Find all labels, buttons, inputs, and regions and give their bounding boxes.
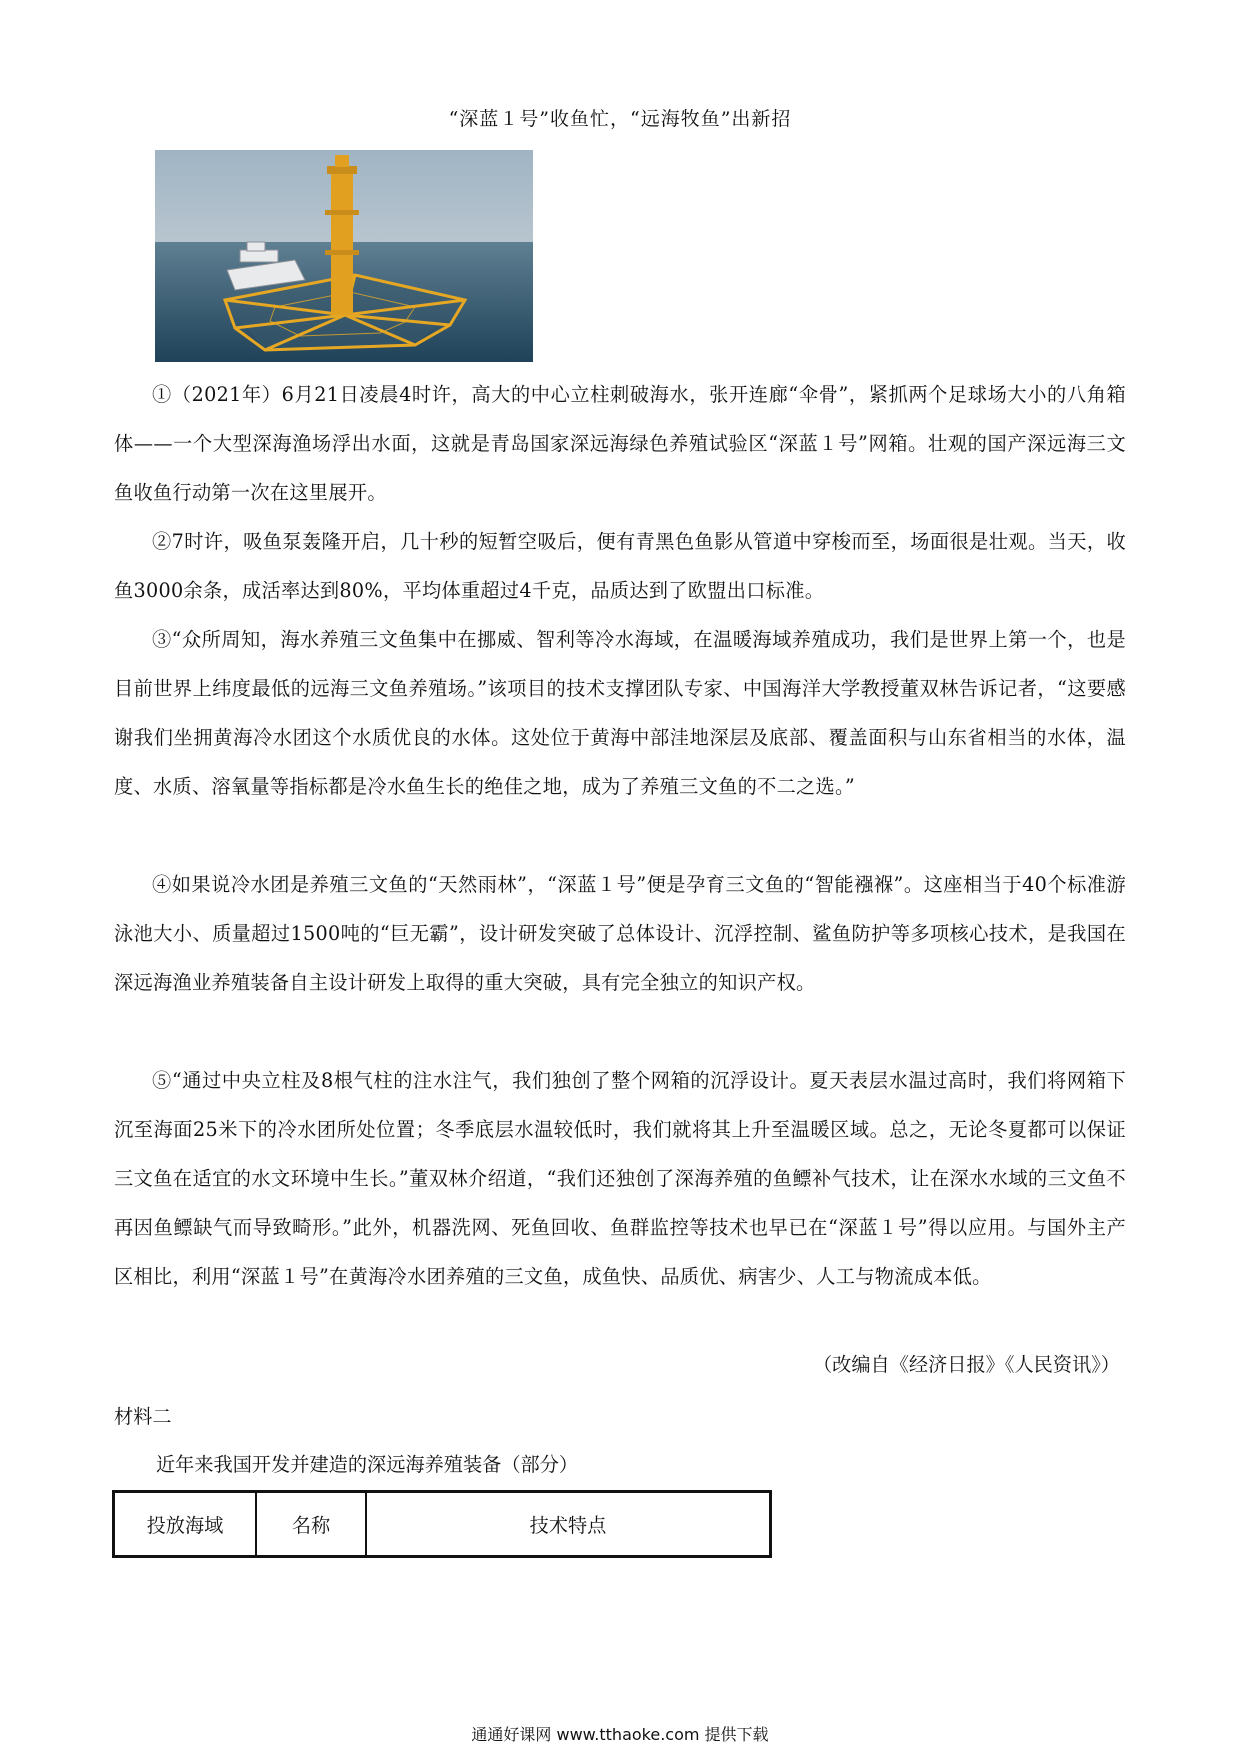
header-cell: 技术特点	[366, 1492, 771, 1557]
article-title: “深蓝１号”收鱼忙，“远海牧鱼”出新招	[448, 108, 792, 130]
article-source: （改编自《经济日报》《人民资讯》）	[813, 1353, 1120, 1376]
paragraph-2: ②7时许，吸鱼泵轰隆开启，几十秒的短暂空吸后，便有青黑色鱼影从管道中穿梭而至，场面很是壮观。当天，收鱼3000余条，成活率达到80%，平均体重超过4千克，品质达到了欧盟出口标准。	[114, 530, 1126, 602]
equipment-table	[112, 1490, 772, 1558]
paragraph-4: ④如果说冷水团是养殖三文鱼的“天然雨林”，“深蓝１号”便是孕育三文鱼的“智能襁褓”。这座相当于40个标准游泳池大小、质量超过1500吨的“巨无霸”，设计研发突破了总体设计、沉浮控制、鲨鱼防护等多项核心技术，是我国在深远海渔业养殖装备自主设计研发上取得的重大突破，具有完全独立的知识产权。	[114, 873, 1126, 994]
header-cell: 名称	[256, 1492, 366, 1557]
material-two-label: 材料二	[114, 1405, 172, 1428]
page-footer: 通通好课网 www.tthaoke.com 提供下载	[471, 1725, 769, 1744]
paragraph-1: ①（2021年）6月21日凌晨4时许，高大的中心立柱刺破海水，张开连廊“伞骨”，紧抓两个足球场大小的八角箱体——一个大型深海渔场浮出水面，这就是青岛国家深远海绿色养殖试验区“深蓝１号”网箱。壮观的国产深远海三文鱼收鱼行动第一次在这里展开。	[114, 383, 1126, 504]
table-caption: 近年来我国开发并建造的深远海养殖装备（部分）	[156, 1453, 579, 1476]
table-header-row	[114, 1492, 771, 1557]
fish-farm-photo	[155, 150, 533, 362]
paragraph-5: ⑤“通过中央立柱及8根气柱的注水注气，我们独创了整个网箱的沉浮设计。夏天表层水温过高时，我们将网箱下沉至海面25米下的冷水团所处位置；冬季底层水温较低时，我们就将其上升至温暖区域。总之，无论冬夏都可以保证三文鱼在适宜的水文环境中生长。”董双林介绍道，“我们还独创了深海养殖的鱼鳔补气技术，让在深水水域的三文鱼不再因鱼鳔缺气而导致畸形。”此外，机器洗网、死鱼回收、鱼群监控等技术也早已在“深蓝１号”得以应用。与国外主产区相比，利用“深蓝１号”在黄海冷水团养殖的三文鱼，成鱼快、品质优、病害少、人工与物流成本低。	[114, 1069, 1126, 1288]
paragraph-3: ③“众所周知，海水养殖三文鱼集中在挪威、智利等冷水海域，在温暖海域养殖成功，我们是世界上第一个，也是目前世界上纬度最低的远海三文鱼养殖场。”该项目的技术支撑团队专家、中国海洋大学教授董双林告诉记者，“这要感谢我们坐拥黄海冷水团这个水质优良的水体。这处位于黄海中部洼地深层及底部、覆盖面积与山东省相当的水体，温度、水质、溶氧量等指标都是冷水鱼生长的绝佳之地，成为了养殖三文鱼的不二之选。”	[114, 628, 1126, 798]
header-cell: 投放海域	[114, 1492, 257, 1557]
